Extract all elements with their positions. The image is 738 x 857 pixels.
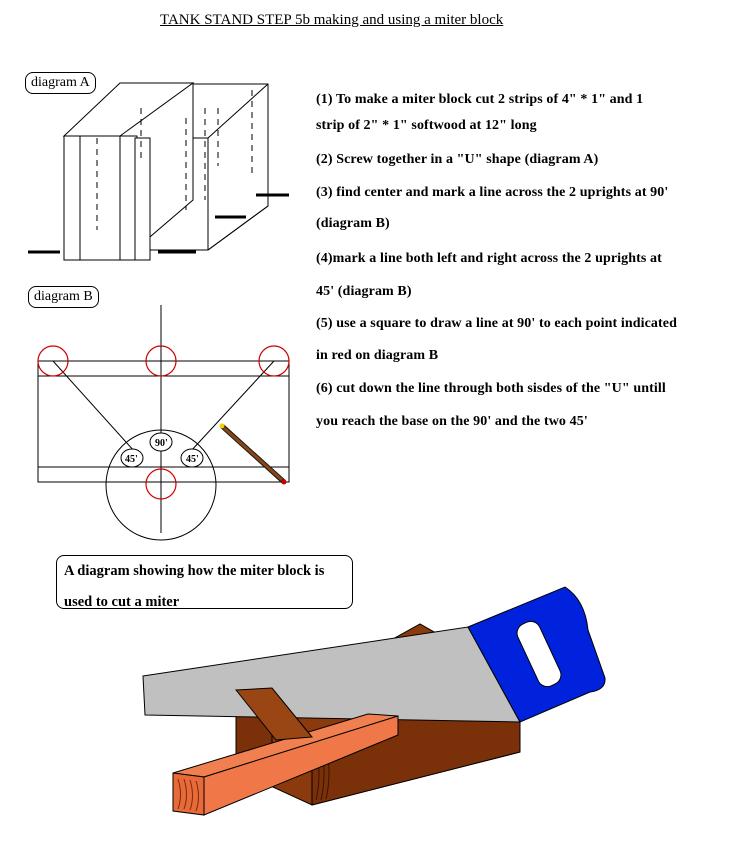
step-line: (4)mark a line both left and right across the 2 uprights at bbox=[316, 251, 662, 266]
step-line: in red on diagram B bbox=[316, 348, 439, 363]
saw-caption-box bbox=[56, 555, 353, 609]
step-line: strip of 2" * 1" softwood at 12" long bbox=[316, 118, 537, 133]
angle-label-left: 45' bbox=[125, 454, 138, 465]
angle-label-center: 90' bbox=[155, 438, 168, 449]
step-line: (6) cut down the line through both sisdes of the "U" untill bbox=[316, 381, 666, 396]
diagram-a-label: diagram A bbox=[25, 72, 96, 94]
page-title: TANK STAND STEP 5b making and using a miter block bbox=[160, 12, 504, 28]
step-line: (3) find center and mark a line across the 2 uprights at 90' bbox=[316, 185, 669, 200]
caption-line: used to cut a miter bbox=[64, 594, 180, 610]
angle-label-right: 45' bbox=[186, 454, 199, 465]
step-line: 45' (diagram B) bbox=[316, 284, 412, 299]
step-line: (diagram B) bbox=[316, 216, 390, 231]
step-line: (5) use a square to draw a line at 90' to each point indicated bbox=[316, 316, 677, 331]
diagram-b-label: diagram B bbox=[28, 286, 99, 308]
step-line: you reach the base on the 90' and the two 45' bbox=[316, 414, 588, 429]
step-line: (1) To make a miter block cut 2 strips of 4" * 1" and 1 bbox=[316, 92, 644, 107]
step-line: (2) Screw together in a "U" shape (diagram A) bbox=[316, 152, 599, 167]
caption-line: A diagram showing how the miter block is bbox=[64, 563, 325, 579]
